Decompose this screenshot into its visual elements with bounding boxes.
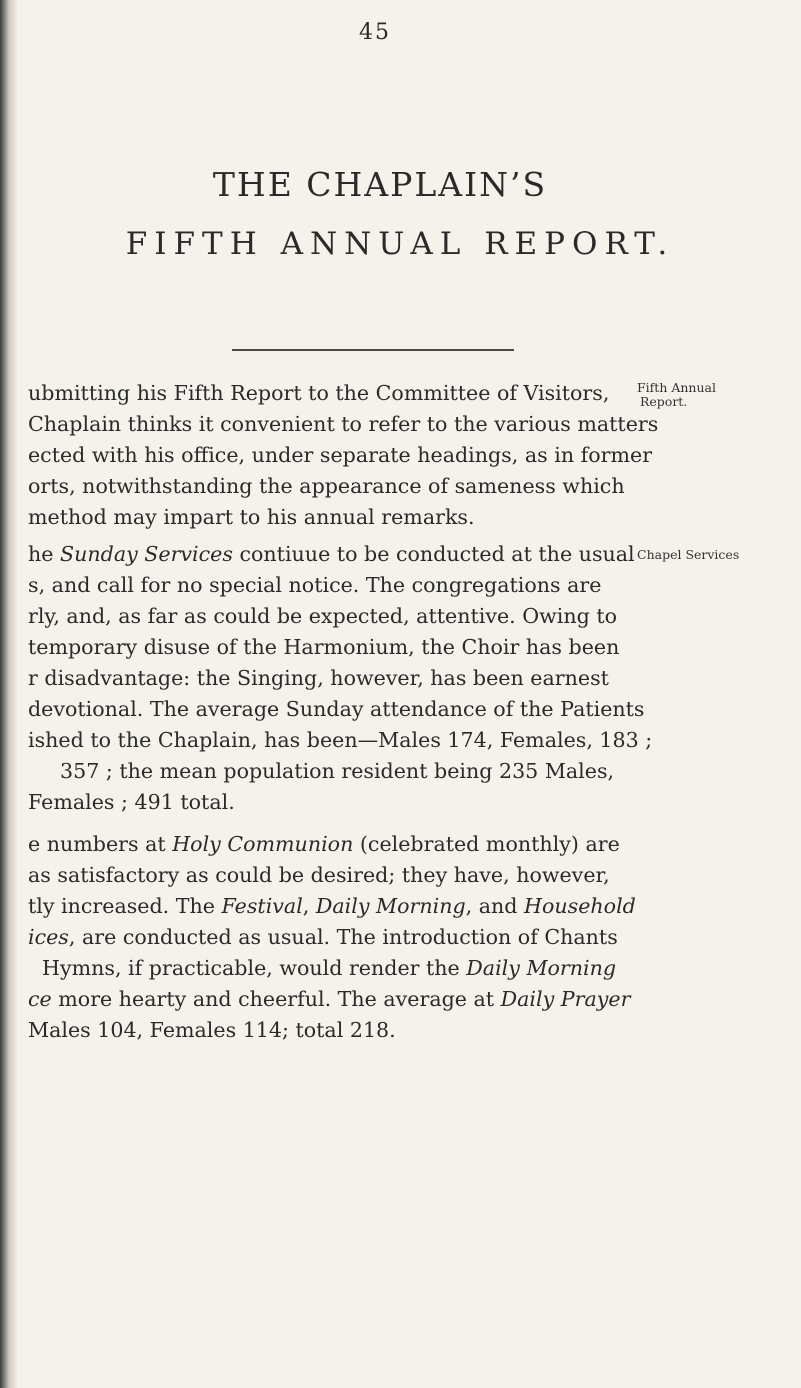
text-line: orts, notwithstanding the appearance of sameness which — [28, 474, 625, 498]
text-line: method may impart to his annual remarks. — [28, 505, 475, 529]
report-subtitle: FIFTH ANNUAL REPORT. — [125, 226, 675, 262]
text-line: Chaplain thinks it convenient to refer to the various matters — [28, 412, 659, 436]
text-line: he Sunday Services contiuue to be conducted at the usual — [28, 542, 635, 566]
text-line: ce more hearty and cheerful. The average at Daily Prayer — [28, 987, 631, 1011]
paragraph-sunday-services — [28, 539, 653, 818]
emphasis-sunday-services: Sunday Services — [60, 542, 233, 566]
text-line: ices, are conducted as usual. The introduction of Chants — [28, 925, 618, 949]
text-line: 357 ; the mean population resident being 235 Males, — [60, 759, 615, 783]
title-divider — [232, 349, 514, 351]
sidenote-fifth-annual-report — [637, 381, 716, 409]
page-number: 45 — [359, 20, 391, 45]
text-line: tly increased. The Festival, Daily Morning, and Household — [28, 894, 636, 918]
text-line: ubmitting his Fifth Report to the Committee of Visitors, — [28, 381, 610, 405]
sidenote-line: Chapel Services — [637, 547, 740, 562]
text-line: s, and call for no special notice. The congregations are — [28, 573, 602, 597]
text-line: e numbers at Holy Communion (celebrated monthly) are — [28, 832, 620, 856]
emphasis-holy-communion: Holy Communion — [172, 832, 354, 856]
text-line: devotional. The average Sunday attendance of the Patients — [28, 697, 645, 721]
text-line: ished to the Chaplain, has been—Males 174, Females, 183 ; — [28, 728, 653, 752]
text-line: Males 104, Females 114; total 218. — [28, 1018, 396, 1042]
text-line: rly, and, as far as could be expected, attentive. Owing to — [28, 604, 618, 628]
binding-gutter — [0, 0, 18, 1388]
paragraph-introduction — [28, 378, 659, 533]
report-title: THE CHAPLAIN’S — [212, 165, 548, 204]
text-line: Hymns, if practicable, would render the Daily Morning — [42, 956, 617, 980]
text-line: ected with his office, under separate headings, as in former — [28, 443, 653, 467]
sidenote-line: Fifth Annual — [637, 380, 716, 395]
sidenote-chapel-services — [637, 548, 739, 562]
text-line: as satisfactory as could be desired; they have, however, — [28, 863, 610, 887]
sidenote-line: Report. — [640, 394, 688, 409]
text-line: Females ; 491 total. — [28, 790, 235, 814]
paragraph-holy-communion — [28, 829, 636, 1046]
text-line: temporary disuse of the Harmonium, the Choir has been — [28, 635, 620, 659]
text-line: r disadvantage: the Singing, however, has been earnest — [28, 666, 609, 690]
